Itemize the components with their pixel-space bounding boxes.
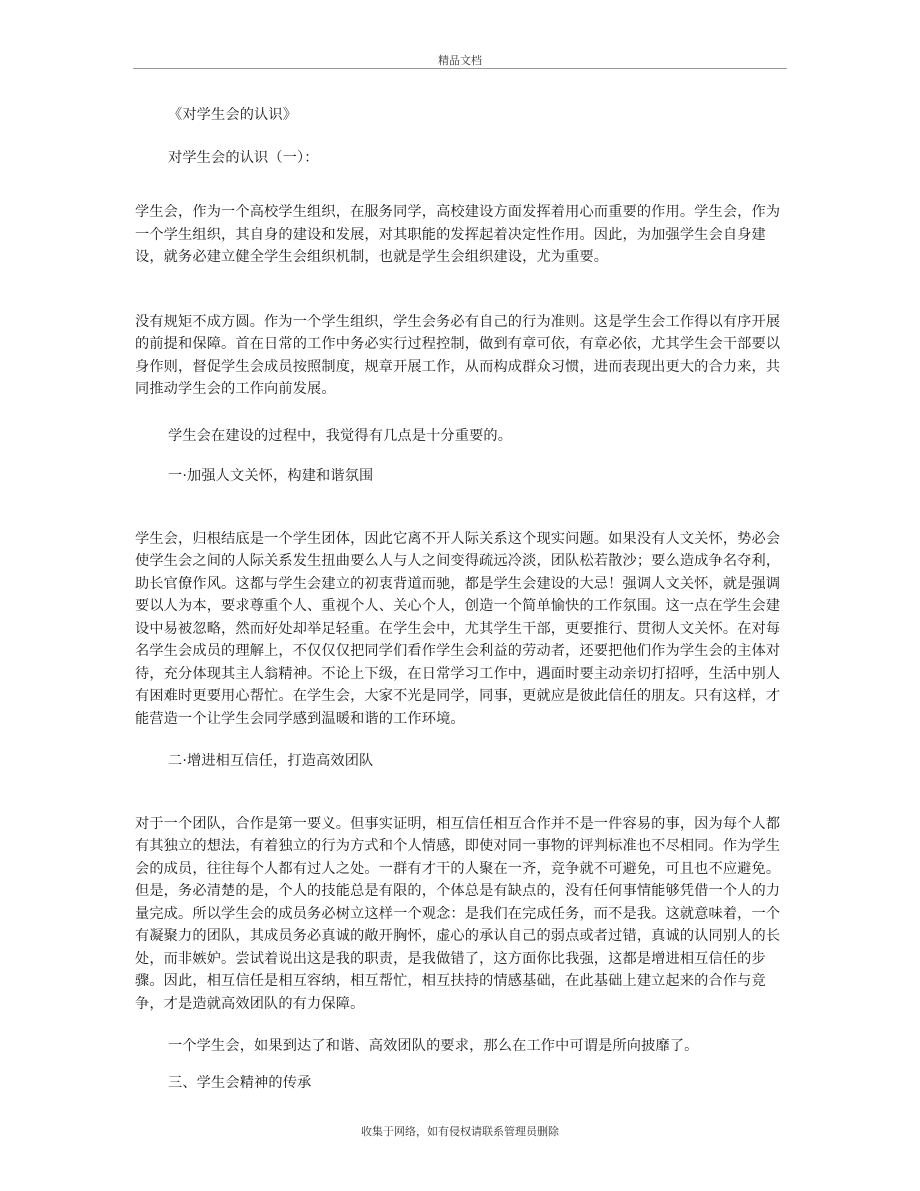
paragraph-rules: 没有规矩不成方圆。作为一个学生组织，学生会务必有自己的行为准则。这是学生会工作得以有序开展的前提和保障。首在日常的工作中务必实行过程控制，做到有章可依，有章必依，尤其学生会干部要以身作则，督促学生会成员按照制度，规章开展工作，从而构成群众习惯，进而表现出更大的合力来，共同推动学生会的工作向前发展。: [135, 313, 781, 397]
page-footer-label: 收集于网络，如有侵权请联系管理员删除: [361, 1125, 559, 1138]
page-header-label: 精品文档: [438, 54, 482, 67]
section-heading-1: 一·加强人文关怀，构建和谐氛围: [168, 468, 374, 484]
section-heading-2: 二·增进相互信任，打造高效团队: [168, 753, 374, 769]
paragraph-intro: 学生会，作为一个高校学生组织，在服务同学，高校建设方面发挥着用心而重要的作用。学生会，作为一个学生组织，其自身的建设和发展，对其职能的发挥起着决定性作用。因此，为加强学生会自身建设，就务必建立健全学生会组织机制，也就是学生会组织建设，尤为重要。: [135, 204, 781, 265]
section-heading-3: 三、学生会精神的传承: [168, 1074, 312, 1091]
paragraph-humanistic-care: 学生会，归根结底是一个学生团体，因此它离不开人际关系这个现实问题。如果没有人文关怀，势必会使学生会之间的人际关系发生扭曲要么人与人之间变得疏远冷淡，团队松若散沙；要么造成争名夺利，助长官僚作风。这都与学生会建立的初衷背道而驰，都是学生会建设的大忌！强调人文关怀，就是强调要以人为本，要求尊重个人、重视个人、关心个人，创造一个简单愉快的工作氛围。这一点在学生会建设中易被忽略，然而好处却举足轻重。在学生会中，尤其学生干部，更要推行、贯彻人文关怀。在对每名学生会成员的理解上，不仅仅仅把同学们看作学生会利益的劳动者，还要把他们作为学生会的主体对待，充分体现其主人翁精神。不论上下级，在日常学习工作中，遇面时要主动亲切打招呼，生活中别人有困难时更要用心帮忙。在学生会，大家不光是同学，同事，更就应是彼此信任的朋友。只有这样，才能营造一个让学生会同学感到温暖和谐的工作环境。: [135, 530, 781, 727]
header-divider: [133, 68, 787, 69]
document-body: [135, 104, 785, 1094]
document-subtitle: 对学生会的认识（一）：: [168, 149, 319, 166]
document-title: 《对学生会的认识》: [168, 107, 298, 123]
paragraph-key-points: 学生会在建设的过程中，我觉得有几点是十分重要的。: [168, 427, 513, 444]
paragraph-mutual-trust: 对于一个团队，合作是第一要义。但事实证明，相互信任相互合作并不是一件容易的事，因为每个人都有其独立的想法，有着独立的行为方式和个人情感，即使对同一事物的评判标准也不尽相同。作为学生会的成员，往往每个人都有过人之处。一群有才干的人聚在一齐，竞争就不可避免，可且也不应避免。但是，务必清楚的是，个人的技能总是有限的，个体总是有缺点的，没有任何事情能够凭借一个人的力量完成。所以学生会的成员务必树立这样一个观念：是我们在完成任务，而不是我。这就意味着，一个有凝聚力的团队，其成员务必真诚的敞开胸怀，虚心的承认自己的弱点或者过错，真诚的认同别人的长处，而非嫉妒。尝试着说出这是我的职责，是我做错了，这方面你比我强，这都是增进相互信任的步骤。因此，相互信任是相互容纳，相互帮忙，相互扶持的情感基础，在此基础上建立起来的合作与竞争，才是造就高效团队的有力保障。: [135, 815, 781, 1012]
paragraph-efficient-team: 一个学生会，如果到达了和谐、高效团队的要求，那么在工作中可谓是所向披靡了。: [168, 1038, 699, 1054]
